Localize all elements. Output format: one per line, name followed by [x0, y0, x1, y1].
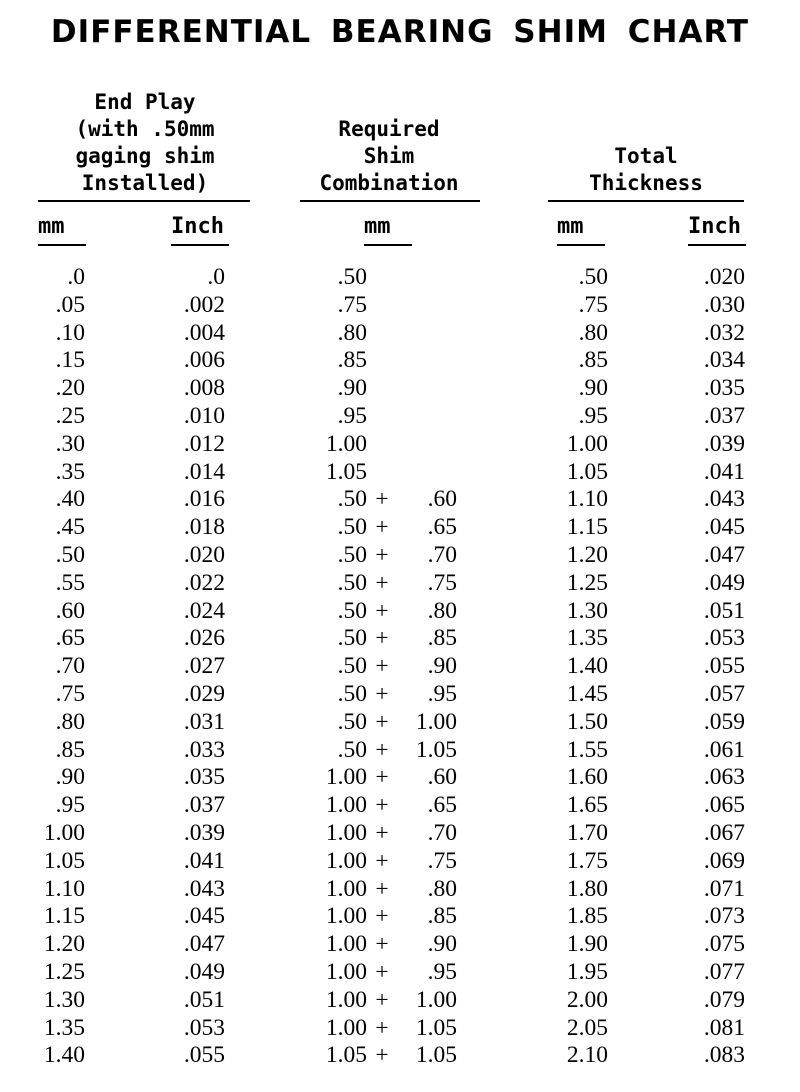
- shim-second-cell: .60: [427, 764, 457, 791]
- end-play-mm-cell: 1.05: [43, 847, 85, 874]
- total-inch-cell: .041: [703, 458, 745, 485]
- end-play-mm-cell: .75: [55, 680, 85, 707]
- plus-sign: +: [375, 986, 389, 1013]
- table-row: [0, 987, 800, 1015]
- end-play-mm-cell: 1.10: [43, 875, 85, 902]
- subheader-end-inch: Inch: [171, 214, 224, 239]
- total-inch-cell: .073: [703, 903, 745, 930]
- total-inch-cell: .035: [703, 375, 745, 402]
- shim-first-cell: 1.00: [325, 430, 367, 457]
- shim-first-cell: 1.00: [325, 986, 367, 1013]
- table-row: [0, 431, 800, 459]
- total-mm-cell: 1.65: [566, 792, 608, 819]
- shim-second-cell: 1.05: [415, 1042, 457, 1069]
- table-row: [0, 625, 800, 653]
- end-play-inch-cell: .020: [183, 541, 225, 568]
- plus-sign: +: [375, 486, 389, 513]
- group-underline-required: [300, 200, 480, 202]
- plus-sign: +: [375, 1042, 389, 1069]
- shim-first-cell: .90: [337, 375, 367, 402]
- shim-second-cell: .60: [427, 486, 457, 513]
- group-underline-total: [548, 200, 744, 202]
- total-inch-cell: .077: [703, 958, 745, 985]
- table-row: [0, 820, 800, 848]
- subheader-underline-end-inch: [171, 244, 229, 246]
- shim-second-cell: 1.05: [415, 1014, 457, 1041]
- shim-first-cell: .50: [337, 597, 367, 624]
- total-mm-cell: 2.10: [566, 1042, 608, 1069]
- shim-first-cell: .80: [337, 319, 367, 346]
- end-play-mm-cell: .35: [55, 458, 85, 485]
- total-mm-cell: 1.10: [566, 486, 608, 513]
- plus-sign: +: [375, 875, 389, 902]
- plus-sign: +: [375, 680, 389, 707]
- end-play-mm-cell: .10: [55, 319, 85, 346]
- end-play-inch-cell: .055: [183, 1042, 225, 1069]
- total-inch-cell: .032: [703, 319, 745, 346]
- table-row: [0, 459, 800, 487]
- table-row: [0, 931, 800, 959]
- total-mm-cell: 1.05: [566, 458, 608, 485]
- subheader-total-mm: mm: [557, 214, 584, 239]
- end-play-mm-cell: .40: [55, 486, 85, 513]
- group-underline-end-play: [38, 200, 250, 202]
- end-play-inch-cell: .031: [183, 708, 225, 735]
- plus-sign: +: [375, 958, 389, 985]
- end-play-mm-cell: 1.25: [43, 958, 85, 985]
- end-play-inch-cell: .027: [183, 653, 225, 680]
- end-play-mm-cell: .0: [67, 264, 85, 290]
- table-row: [0, 959, 800, 987]
- shim-second-cell: .85: [427, 903, 457, 930]
- total-mm-cell: .90: [578, 375, 608, 402]
- end-play-mm-cell: .85: [55, 736, 85, 763]
- shim-first-cell: 1.05: [325, 458, 367, 485]
- table-row: [0, 737, 800, 765]
- total-inch-cell: .047: [703, 541, 745, 568]
- total-inch-cell: .039: [703, 430, 745, 457]
- end-play-inch-cell: .053: [183, 1014, 225, 1041]
- table-row: [0, 514, 800, 542]
- total-mm-cell: .50: [578, 264, 608, 290]
- end-play-mm-cell: .30: [55, 430, 85, 457]
- total-mm-cell: .75: [578, 291, 608, 318]
- end-play-inch-cell: .029: [183, 680, 225, 707]
- end-play-inch-cell: .051: [183, 986, 225, 1013]
- end-play-inch-cell: .012: [183, 430, 225, 457]
- total-inch-cell: .037: [703, 402, 745, 429]
- end-play-inch-cell: .033: [183, 736, 225, 763]
- end-play-mm-cell: .25: [55, 402, 85, 429]
- total-inch-cell: .049: [703, 569, 745, 596]
- chart-title: DIFFERENTIAL BEARING SHIM CHART: [50, 14, 750, 50]
- plus-sign: +: [375, 792, 389, 819]
- shim-first-cell: .50: [337, 625, 367, 652]
- table-row: [0, 764, 800, 792]
- total-inch-cell: .043: [703, 486, 745, 513]
- shim-second-cell: .80: [427, 597, 457, 624]
- plus-sign: +: [375, 708, 389, 735]
- plus-sign: +: [375, 625, 389, 652]
- shim-first-cell: .50: [337, 653, 367, 680]
- shim-first-cell: 1.00: [325, 847, 367, 874]
- total-inch-cell: .057: [703, 680, 745, 707]
- total-inch-cell: .051: [703, 597, 745, 624]
- end-play-inch-cell: .024: [183, 597, 225, 624]
- total-mm-cell: 1.50: [566, 708, 608, 735]
- plus-sign: +: [375, 903, 389, 930]
- plus-sign: +: [375, 569, 389, 596]
- total-mm-cell: 2.05: [566, 1014, 608, 1041]
- end-play-mm-cell: 1.30: [43, 986, 85, 1013]
- total-inch-cell: .081: [703, 1014, 745, 1041]
- shim-second-cell: 1.00: [415, 986, 457, 1013]
- total-inch-cell: .067: [703, 819, 745, 846]
- shim-second-cell: 1.00: [415, 708, 457, 735]
- end-play-inch-cell: .035: [183, 764, 225, 791]
- shim-first-cell: 1.00: [325, 819, 367, 846]
- table-row: [0, 653, 800, 681]
- shim-first-cell: 1.00: [325, 1014, 367, 1041]
- shim-second-cell: .95: [427, 680, 457, 707]
- table-row: [0, 848, 800, 876]
- total-mm-cell: 1.15: [566, 514, 608, 541]
- shim-first-cell: .95: [337, 402, 367, 429]
- total-inch-cell: .079: [703, 986, 745, 1013]
- table-row: [0, 542, 800, 570]
- table-row: [0, 320, 800, 348]
- table-row: [0, 709, 800, 737]
- total-inch-cell: .061: [703, 736, 745, 763]
- plus-sign: +: [375, 514, 389, 541]
- total-inch-cell: .083: [703, 1042, 745, 1069]
- end-play-mm-cell: .70: [55, 653, 85, 680]
- shim-second-cell: .85: [427, 625, 457, 652]
- total-inch-cell: .063: [703, 764, 745, 791]
- end-play-inch-cell: .010: [183, 402, 225, 429]
- plus-sign: +: [375, 597, 389, 624]
- total-mm-cell: 2.00: [566, 986, 608, 1013]
- table-row: [0, 570, 800, 598]
- total-mm-cell: .85: [578, 347, 608, 374]
- group-header-required: Required Shim Combination: [319, 117, 459, 195]
- total-mm-cell: 1.25: [566, 569, 608, 596]
- plus-sign: +: [375, 931, 389, 958]
- end-play-inch-cell: .0: [207, 264, 225, 290]
- shim-second-cell: .95: [427, 958, 457, 985]
- subheader-underline-total-mm: [557, 244, 605, 246]
- subheader-total-inch: Inch: [688, 214, 741, 239]
- total-inch-cell: .065: [703, 792, 745, 819]
- end-play-mm-cell: 1.40: [43, 1042, 85, 1069]
- shim-second-cell: .65: [427, 514, 457, 541]
- shim-second-cell: .70: [427, 541, 457, 568]
- table-row: [0, 1042, 800, 1070]
- end-play-inch-cell: .002: [183, 291, 225, 318]
- total-inch-cell: .071: [703, 875, 745, 902]
- plus-sign: +: [375, 1014, 389, 1041]
- end-play-mm-cell: 1.35: [43, 1014, 85, 1041]
- total-inch-cell: .055: [703, 653, 745, 680]
- total-mm-cell: 1.20: [566, 541, 608, 568]
- shim-first-cell: 1.00: [325, 903, 367, 930]
- end-play-mm-cell: 1.20: [43, 931, 85, 958]
- table-row: [0, 1015, 800, 1043]
- shim-second-cell: 1.05: [415, 736, 457, 763]
- end-play-inch-cell: .039: [183, 819, 225, 846]
- end-play-inch-cell: .004: [183, 319, 225, 346]
- shim-second-cell: .75: [427, 847, 457, 874]
- end-play-mm-cell: .55: [55, 569, 85, 596]
- shim-first-cell: .50: [337, 486, 367, 513]
- total-mm-cell: 1.85: [566, 903, 608, 930]
- end-play-mm-cell: .65: [55, 625, 85, 652]
- shim-second-cell: .90: [427, 653, 457, 680]
- total-inch-cell: .034: [703, 347, 745, 374]
- end-play-inch-cell: .041: [183, 847, 225, 874]
- total-mm-cell: .80: [578, 319, 608, 346]
- end-play-inch-cell: .037: [183, 792, 225, 819]
- shim-first-cell: 1.00: [325, 958, 367, 985]
- end-play-mm-cell: .20: [55, 375, 85, 402]
- total-mm-cell: 1.45: [566, 680, 608, 707]
- end-play-inch-cell: .043: [183, 875, 225, 902]
- end-play-mm-cell: .05: [55, 291, 85, 318]
- shim-second-cell: .70: [427, 819, 457, 846]
- end-play-mm-cell: .60: [55, 597, 85, 624]
- subheader-underline-end-mm: [38, 244, 86, 246]
- total-mm-cell: 1.90: [566, 931, 608, 958]
- table-row: [0, 403, 800, 431]
- shim-second-cell: .80: [427, 875, 457, 902]
- shim-second-cell: .90: [427, 931, 457, 958]
- shim-first-cell: .50: [337, 736, 367, 763]
- total-mm-cell: 1.80: [566, 875, 608, 902]
- shim-first-cell: .75: [337, 291, 367, 318]
- shim-second-cell: .65: [427, 792, 457, 819]
- end-play-inch-cell: .016: [183, 486, 225, 513]
- group-header-total: Total Thickness: [589, 144, 703, 195]
- shim-first-cell: 1.00: [325, 875, 367, 902]
- table-row: [0, 264, 800, 292]
- total-mm-cell: 1.55: [566, 736, 608, 763]
- total-inch-cell: .045: [703, 514, 745, 541]
- end-play-mm-cell: .50: [55, 541, 85, 568]
- plus-sign: +: [375, 736, 389, 763]
- table-row: [0, 347, 800, 375]
- end-play-mm-cell: .90: [55, 764, 85, 791]
- shim-first-cell: .50: [337, 569, 367, 596]
- end-play-inch-cell: .014: [183, 458, 225, 485]
- subheader-end-mm: mm: [38, 214, 65, 239]
- table-row: [0, 486, 800, 514]
- end-play-mm-cell: .80: [55, 708, 85, 735]
- subheader-required-mm: mm: [364, 214, 391, 239]
- shim-first-cell: .50: [337, 264, 367, 290]
- shim-first-cell: 1.05: [325, 1042, 367, 1069]
- shim-first-cell: 1.00: [325, 792, 367, 819]
- total-inch-cell: .075: [703, 931, 745, 958]
- end-play-inch-cell: .008: [183, 375, 225, 402]
- plus-sign: +: [375, 847, 389, 874]
- subheader-underline-required-mm: [364, 244, 412, 246]
- table-row: [0, 792, 800, 820]
- shim-second-cell: .75: [427, 569, 457, 596]
- table-row: [0, 375, 800, 403]
- total-mm-cell: 1.60: [566, 764, 608, 791]
- shim-table-body: [0, 264, 800, 1070]
- total-mm-cell: 1.40: [566, 653, 608, 680]
- end-play-inch-cell: .047: [183, 931, 225, 958]
- shim-first-cell: 1.00: [325, 931, 367, 958]
- end-play-inch-cell: .022: [183, 569, 225, 596]
- table-row: [0, 903, 800, 931]
- plus-sign: +: [375, 819, 389, 846]
- end-play-inch-cell: .018: [183, 514, 225, 541]
- plus-sign: +: [375, 653, 389, 680]
- group-header-end-play: End Play (with .50mm gaging shim Installed): [75, 90, 215, 195]
- end-play-inch-cell: .026: [183, 625, 225, 652]
- plus-sign: +: [375, 764, 389, 791]
- table-row: [0, 598, 800, 626]
- end-play-inch-cell: .045: [183, 903, 225, 930]
- end-play-mm-cell: 1.00: [43, 819, 85, 846]
- table-row: [0, 292, 800, 320]
- total-mm-cell: 1.30: [566, 597, 608, 624]
- table-row: [0, 681, 800, 709]
- shim-first-cell: .50: [337, 680, 367, 707]
- total-inch-cell: .053: [703, 625, 745, 652]
- total-inch-cell: .069: [703, 847, 745, 874]
- table-row: [0, 876, 800, 904]
- end-play-mm-cell: .15: [55, 347, 85, 374]
- shim-first-cell: 1.00: [325, 764, 367, 791]
- total-mm-cell: 1.70: [566, 819, 608, 846]
- end-play-mm-cell: .95: [55, 792, 85, 819]
- subheader-underline-total-inch: [688, 244, 746, 246]
- total-mm-cell: 1.35: [566, 625, 608, 652]
- shim-first-cell: .85: [337, 347, 367, 374]
- end-play-inch-cell: .049: [183, 958, 225, 985]
- end-play-mm-cell: .45: [55, 514, 85, 541]
- shim-first-cell: .50: [337, 541, 367, 568]
- total-mm-cell: .95: [578, 402, 608, 429]
- total-inch-cell: .030: [703, 291, 745, 318]
- end-play-mm-cell: 1.15: [43, 903, 85, 930]
- total-mm-cell: 1.75: [566, 847, 608, 874]
- shim-first-cell: .50: [337, 708, 367, 735]
- end-play-inch-cell: .006: [183, 347, 225, 374]
- total-inch-cell: .059: [703, 708, 745, 735]
- total-mm-cell: 1.95: [566, 958, 608, 985]
- plus-sign: +: [375, 541, 389, 568]
- total-inch-cell: .020: [703, 264, 745, 290]
- total-mm-cell: 1.00: [566, 430, 608, 457]
- shim-first-cell: .50: [337, 514, 367, 541]
